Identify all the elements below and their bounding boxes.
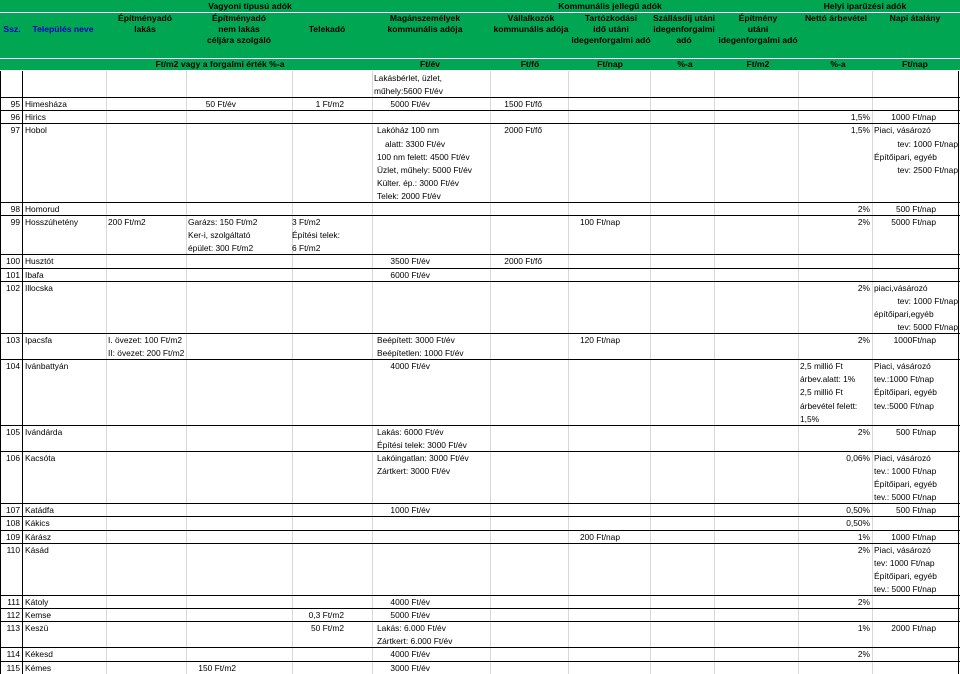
table-cell-bnl: Garázs: 150 Ft/m2	[188, 217, 258, 228]
table-cell-bnl: Ker-i, szolgáltató	[188, 230, 251, 241]
table-cell-name: Himesháza	[25, 99, 67, 110]
table-cell-name: Ivándárda	[25, 426, 63, 437]
table-cell-name: Ivánbattyán	[25, 361, 69, 372]
table-cell-nr: 2%	[857, 282, 870, 293]
table-cell-ssz: 112	[6, 610, 20, 621]
table-cell-nrl: 2,5 millió Ft	[800, 387, 843, 398]
col-bld-nonres-3: céljára szolgáló	[206, 35, 271, 45]
table-cell-ts: 120 Ft/nap	[579, 335, 620, 345]
table-cell-pc: 1000 Ft/év	[390, 505, 430, 516]
col-net-rev: Nettó árbevétel	[804, 13, 868, 23]
table-cell-ssz: 102	[6, 282, 20, 293]
table-cell-pc: 4000 Ft/év	[390, 649, 430, 660]
table-cell-dfl2: tev: 5000 Ft/nap	[897, 321, 958, 332]
row-separator	[0, 268, 960, 269]
table-cell-ec: 2000 Ft/fő	[504, 256, 542, 267]
unit-daily-flat: Ft/nap	[902, 59, 928, 69]
table-cell-pc: 3500 Ft/év	[390, 256, 430, 267]
table-cell-df: 500 Ft/nap	[895, 505, 936, 516]
table-cell-ssz: 98	[10, 204, 20, 214]
table-cell-dfl: tev.: 5000 Ft/nap	[874, 583, 937, 594]
header-band	[0, 0, 960, 71]
table-cell-nr: 0,50%	[846, 505, 870, 516]
table-cell-nrl: 1,5%	[800, 413, 820, 424]
table-cell-pll: 6 Ft/m2	[292, 243, 321, 254]
table-cell-name: Illocska	[25, 282, 53, 293]
table-cell-nr: 1%	[857, 531, 870, 542]
table-cell-name: Kemse	[25, 610, 52, 621]
table-cell-pcl: Lakás: 6.000 Ft/év	[377, 623, 446, 634]
table-cell-ssz: 100	[6, 256, 20, 267]
table-cell-dfl: tev.: 1000 Ft/nap	[874, 466, 937, 476]
col-bld-res-2: lakás	[134, 24, 156, 34]
table-cell-name: Husztót	[25, 256, 54, 267]
table-cell-nr: 1,5%	[850, 112, 870, 123]
table-cell-dfl: Piaci, vásározó	[874, 544, 931, 555]
table-cell-name: Kacsóta	[25, 452, 56, 463]
table-cell-pcl: Lakóingatlan: 3000 Ft/év	[377, 452, 469, 463]
unit-ent-comm: Ft/fő	[520, 59, 540, 69]
col-tourist-stay-3: idegenforgalmi adó	[571, 35, 651, 45]
table-cell-nrl: árbevétel felett:	[800, 400, 858, 411]
col-tourist-bld-2: utáni	[747, 24, 769, 34]
table-cell-pcl: 100 nm felett: 4500 Ft/év	[377, 151, 470, 162]
table-cell-pc: 4000 Ft/év	[390, 361, 430, 372]
group-communal-tax: Kommunális jellegű adók	[558, 1, 662, 11]
table-cell-pcl: Lakás: 6000 Ft/év	[377, 426, 444, 437]
table-cell-nr: 2%	[857, 597, 870, 607]
grid-line	[798, 71, 799, 674]
grid-line	[714, 71, 715, 674]
table-cell-pl: 1 Ft/m2	[315, 99, 344, 110]
col-bld-nonres-2: nem lakás	[218, 24, 260, 34]
table-cell-dfl: tev.:1000 Ft/nap	[874, 374, 934, 385]
table-cell-nr: 2%	[857, 217, 870, 228]
col-ent-comm-1: Vállalkozók	[507, 13, 555, 23]
col-ssz: Ssz.	[3, 24, 21, 34]
grid-line	[872, 71, 873, 674]
table-cell-ssz: 105	[6, 426, 20, 437]
table-cell-pcl: Telek: 2000 Ft/év	[377, 190, 441, 201]
table-cell-name: Kásád	[25, 544, 49, 555]
col-ent-comm-2: kommunális adója	[493, 24, 569, 34]
table-cell-pc: 3000 Ft/év	[390, 662, 430, 673]
table-cell-name: Kákics	[25, 518, 50, 529]
table-cell-nr: 0,06%	[846, 452, 870, 463]
ssz-divider	[22, 71, 23, 674]
table-cell-df: 500 Ft/nap	[895, 204, 936, 214]
table-cell-pcl2: alatt: 3300 Ft/év	[385, 138, 446, 149]
table-cell-pc: 4000 Ft/év	[390, 597, 430, 607]
table-cell-dfl: tev.: 5000 Ft/nap	[874, 492, 937, 503]
table-cell-name: Ibafa	[25, 269, 44, 280]
col-tourist-lodging-3: adó	[676, 35, 692, 45]
unit-bld: Ft/m2 vagy a forgalmi érték %-a	[155, 59, 285, 69]
table-cell-ssz: 114	[6, 649, 20, 660]
grid-line	[186, 71, 187, 674]
table-cell-pl: 50 Ft/m2	[310, 623, 344, 634]
table-cell-ts: 200 Ft/nap	[579, 531, 620, 542]
table-cell-name: Hosszúhetény	[25, 217, 79, 228]
group-local-business-tax: Helyi iparűzési adók	[823, 1, 907, 11]
table-cell-pcl: Zártkert: 3000 Ft/év	[377, 466, 451, 476]
grid-line	[292, 71, 293, 674]
col-settlement: Település neve	[32, 24, 94, 34]
table-cell-nrl: 2,5 millió Ft	[800, 361, 843, 372]
row-separator	[0, 254, 960, 255]
col-daily-flat: Napi átalány	[889, 13, 941, 23]
table-cell-pc: 5000 Ft/év	[390, 99, 430, 110]
table-cell-bn: 50 Ft/év	[205, 99, 236, 110]
table-cell-ssz: 107	[6, 505, 20, 516]
table-cell-dfl: Építőipari, egyéb	[874, 387, 937, 398]
table-cell-br: 200 Ft/m2	[108, 217, 146, 228]
table-cell-name: Katádfa	[25, 505, 54, 516]
table-cell-ssz: 109	[6, 531, 20, 542]
table-body	[0, 71, 960, 674]
table-cell-pc: 6000 Ft/év	[390, 269, 430, 280]
table-cell-name: Kátoly	[25, 597, 49, 607]
table-cell-ec: 2000 Ft/fő	[504, 125, 542, 136]
table-cell-dfl: Piaci, vásározó	[874, 125, 931, 136]
table-cell-ssz: 96	[10, 112, 20, 123]
table-cell-name: Kékesd	[25, 649, 53, 660]
table-cell-df: 1000Ft/nap	[893, 335, 936, 345]
col-tourist-bld-3: idegenforgalmi adó	[718, 35, 798, 45]
table-cell-df: 2000 Ft/nap	[891, 623, 936, 634]
table-cell-name: Keszü	[25, 623, 49, 634]
grid-line	[490, 71, 491, 674]
table-cell-df: 1000 Ft/nap	[891, 531, 936, 542]
row-separator	[0, 97, 960, 98]
table-cell-pcl: Építési telek: 3000 Ft/év	[377, 439, 467, 450]
table-cell-dfl2: tev: 1000 Ft/nap	[897, 295, 958, 306]
table-cell-name: Hirics	[25, 112, 46, 123]
table-cell-nr: 0,50%	[846, 518, 870, 529]
table-cell-ssz: 95	[10, 99, 20, 110]
table-cell-ssz: 113	[6, 623, 20, 634]
table-cell-dfl: építőipari,egyéb	[874, 308, 934, 319]
table-cell-name: Kárász	[25, 531, 52, 542]
table-cell-nr: 1%	[857, 623, 870, 634]
table-cell-pc: Lakásbérlet, üzlet,	[374, 73, 442, 83]
row-separator	[0, 608, 960, 609]
table-cell-pcl: Külter. ép.: 3000 Ft/év	[377, 177, 459, 188]
table-cell-ssz: 101	[6, 269, 20, 280]
col-private-comm-2: kommunális adója	[387, 24, 463, 34]
col-tourist-stay-2: idő utáni	[593, 24, 629, 34]
table-cell-ssz: 99	[10, 217, 20, 228]
table-cell-dfl: piaci,vásározó	[874, 282, 928, 293]
table-cell-nr: 2%	[857, 649, 870, 660]
table-cell-dfl: Piaci, vásározó	[874, 452, 931, 463]
grid-line	[650, 71, 651, 674]
table-cell-ssz: 104	[6, 361, 20, 372]
col-tourist-lodging-1: Szállásdíj utáni	[652, 13, 716, 23]
table-cell-brl: I. övezet: 100 Ft/m2	[108, 335, 183, 345]
table-cell-ssz: 108	[6, 518, 20, 529]
unit-net-rev: %-a	[830, 59, 846, 69]
table-cell-nr: 2%	[857, 335, 870, 345]
group-wealth-tax: Vagyoni típusú adók	[208, 1, 292, 11]
table-cell-df: 1000 Ft/nap	[891, 112, 936, 123]
table-cell-ssz: 97	[10, 125, 20, 136]
unit-tourist-stay: Ft/nap	[597, 59, 623, 69]
table-cell-dfl2: tev: 1000 Ft/nap	[897, 138, 958, 149]
unit-tourist-bld: Ft/m2	[746, 59, 770, 69]
table-cell-pll: Építési telek:	[292, 230, 340, 241]
table-cell-pcl: Üzlet, műhely: 5000 Ft/év	[377, 164, 472, 175]
table-cell-ssz: 115	[6, 662, 20, 673]
table-cell-bn: 150 Ft/m2	[198, 662, 236, 673]
table-cell-nr: 1,5%	[850, 125, 870, 136]
table-cell-dfl2: tev: 2500 Ft/nap	[897, 164, 958, 175]
table-cell-nr: 2%	[857, 544, 870, 555]
table-cell-ec: 1500 Ft/fő	[504, 99, 542, 110]
table-cell-name: Homorud	[25, 204, 60, 214]
table-cell-dfl: Piaci, vásározó	[874, 361, 931, 372]
table-cell-pcl: Beépítetlen: 1000 Ft/év	[377, 348, 464, 359]
table-cell-dfl: Építőipari, egyéb	[874, 570, 937, 581]
table-cell-name: Ipacsfa	[25, 335, 53, 345]
table-cell-pll: 3 Ft/m2	[292, 217, 321, 228]
grid-line	[372, 71, 373, 674]
grid-line	[106, 71, 107, 674]
table-cell-ts: 100 Ft/nap	[579, 217, 620, 228]
table-cell-pc: 5000 Ft/év	[390, 610, 430, 621]
col-tourist-bld-1: Építmény	[738, 13, 778, 23]
table-cell-nr: 2%	[857, 204, 870, 214]
table-cell-pcl: Beépített: 3000 Ft/év	[377, 335, 455, 345]
table-cell-df: 500 Ft/nap	[895, 426, 936, 437]
table-cell-ssz: 106	[6, 452, 20, 463]
table-cell-df: 5000 Ft/nap	[891, 217, 936, 228]
col-tourist-stay-1: Tartózkodási	[584, 13, 638, 23]
row-separator	[0, 661, 960, 662]
unit-tourist-lodging: %-a	[677, 59, 693, 69]
table-cell-pcl: Lakóház 100 nm	[377, 125, 439, 136]
table-cell-pl: 0,3 Ft/m2	[308, 610, 344, 621]
left-border	[0, 71, 1, 674]
table-cell-dfl: Építőipari, egyéb	[874, 479, 937, 490]
table-cell-brl: II: övezet: 200 Ft/m2	[108, 348, 185, 359]
table-cell-name: Kémes	[25, 662, 52, 673]
col-private-comm-1: Magánszemélyek	[389, 13, 461, 23]
col-plot: Telekadó	[308, 24, 346, 34]
table-cell-bnl: épület: 300 Ft/m2	[188, 243, 254, 254]
table-cell-dfl: tev.:5000 Ft/nap	[874, 400, 934, 411]
col-tourist-lodging-2: idegenforgalmi	[653, 24, 715, 34]
table-cell-dfl: tev: 1000 Ft/nap	[874, 557, 935, 568]
right-border	[958, 71, 959, 674]
table-cell-nrl: árbev.alatt: 1%	[800, 374, 856, 385]
grid-line	[568, 71, 569, 674]
table-cell-ssz: 110	[6, 544, 20, 555]
table-cell-nr: 2%	[857, 426, 870, 437]
table-cell-pc: műhely:5600 Ft/év	[374, 86, 443, 97]
table-cell-pcl: Zártkert: 6.000 Ft/év	[377, 636, 453, 647]
table-cell-dfl: Építőipari, egyéb	[874, 151, 937, 162]
table-cell-name: Hobol	[25, 125, 47, 136]
col-bld-nonres-1: Építményadó	[212, 13, 266, 23]
unit-private-comm: Ft/év	[419, 59, 441, 69]
table-cell-ssz: 103	[6, 335, 20, 345]
table-cell-ssz: 111	[7, 597, 20, 607]
col-bld-res-1: Építményadó	[118, 13, 172, 23]
